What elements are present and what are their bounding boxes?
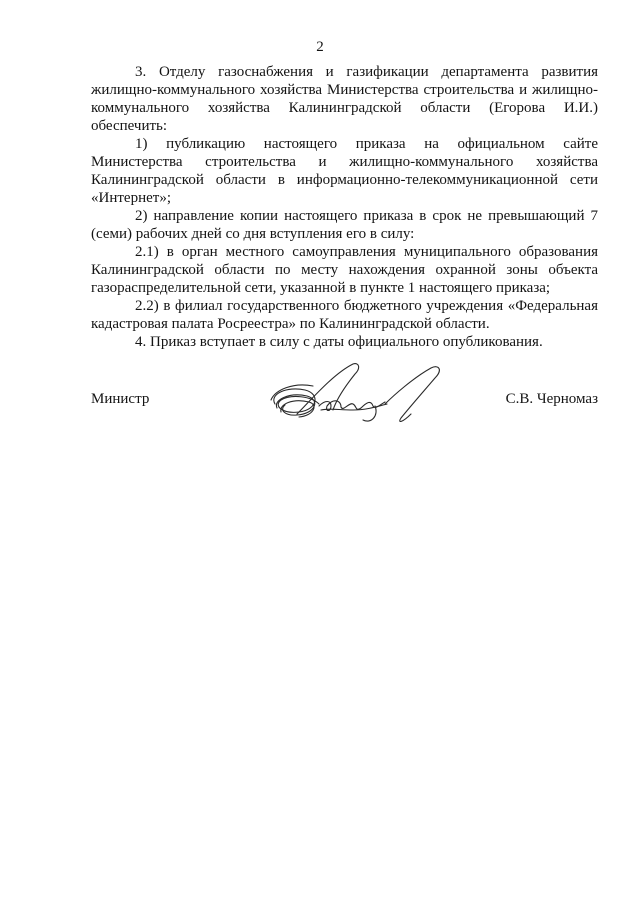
paragraph-4: 4. Приказ вступает в силу с даты официального опубликования. xyxy=(135,334,543,350)
signature-block xyxy=(91,360,598,450)
page-number: 2 xyxy=(316,39,324,55)
signer-name: С.В. Черномаз xyxy=(505,391,598,407)
handwritten-signature xyxy=(263,360,453,436)
paragraph-3-2-1: 2.1) в орган местного самоуправления муниципального образования Калининградской области по месту нахождения охранной зоны объекта газораспределительной сети, указанной в пункте 1 настоящего приказа; xyxy=(91,244,598,296)
paragraph-3-2: 2) направление копии настоящего приказа в срок не превышающий 7 (семи) рабочих дней со дня вступления его в силу: xyxy=(91,208,598,242)
paragraph-3: 3. Отделу газоснабжения и газификации департамента развития жилищно-коммунального хозяйства Министерства строительства и жилищно-коммунального хозяйства Калининградской области (Егорова И.И.) обеспечить: xyxy=(91,64,598,134)
paragraph-3-2-2: 2.2) в филиал государственного бюджетного учреждения «Федеральная кадастровая палата Росреестра» по Калининградской области. xyxy=(91,298,598,332)
signer-title: Министр xyxy=(91,391,150,407)
paragraph-3-1: 1) публикацию настоящего приказа на официальном сайте Министерства строительства и жилищно-коммунального хозяйства Калининградской области в информационно-телекоммуникационной сети «Интернет»; xyxy=(91,136,598,206)
document-body xyxy=(91,63,598,351)
